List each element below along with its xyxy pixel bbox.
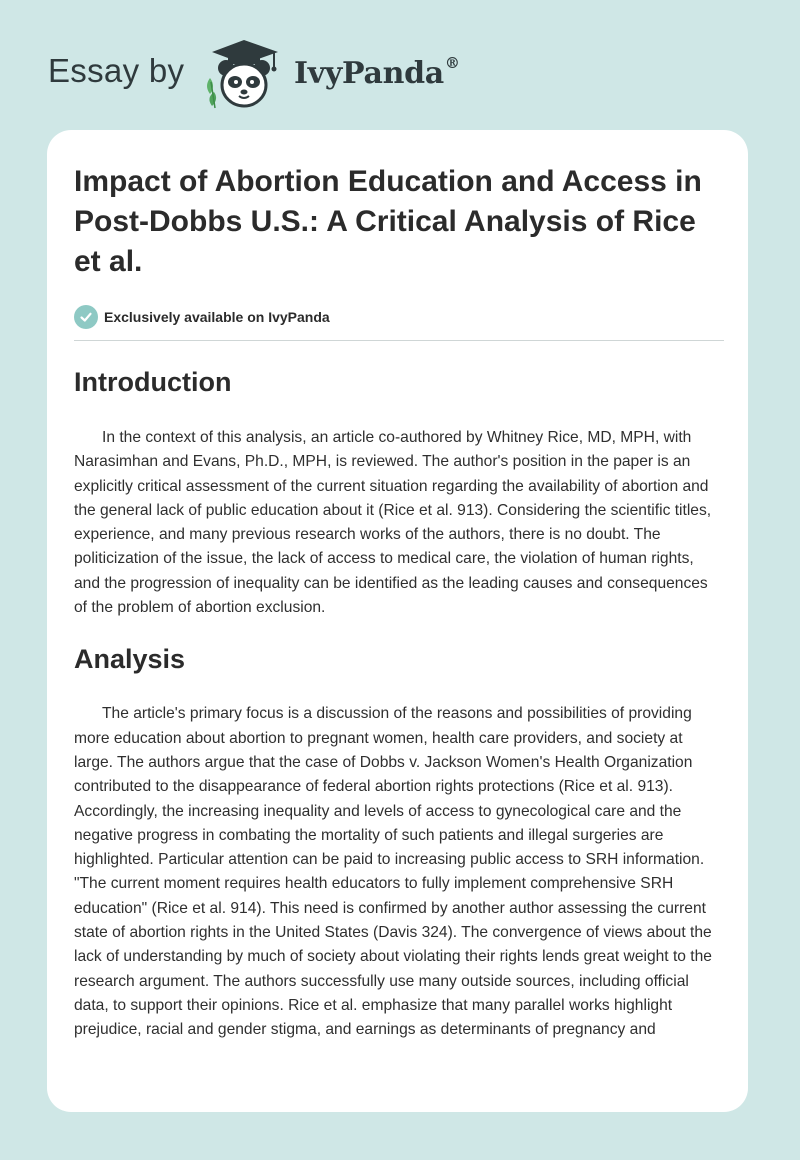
section-heading-analysis: Analysis [74,644,186,675]
essay-by-label: Essay by [48,52,185,89]
article-title: Impact of Abortion Education and Access in Post-Dobbs U.S.: A Critical Analysis of Rice et al. [74,165,702,278]
article-content [74,162,724,1043]
section-heading-introduction: Introduction [74,367,232,397]
registered-mark: ® [444,54,460,72]
article-card [47,130,748,1112]
analysis-paragraph: The article's primary focus is a discussion of the reasons and possibilities of providing more education about abortion to pregnant women, health care providers, and society at large. The authors argue that the case of Dobbs v. Jackson Women's Health Organization contributed to the disappearance of federal abortion rights protections (Rice et al. 913). Accordingly, the increasing inequality and levels of access to gynecological care and the negative progress in combating the mortality of such patients and illegal surgeries are highlighted. Particular attention can be paid to increasing public access to SRH information. "The current moment requires health educators to fully implement comprehensive SRH education" (Rice et al. 914). This need is confirmed by another author assessing the current state of abortion rights in the United States (Davis 324). The convergence of views about the lack of understanding by much of society about violating their rights lends great weight to the research argument. The authors successfully use many outside sources, including official data, to support their opinions. Rice et al. emphasize that many parallel works highlight prejudice, racial and gender stigma, and earnings as determinants of pregnancy and [74,705,712,1039]
brand-text: IvyPanda [294,56,444,91]
panda-logo-icon[interactable] [200,38,290,110]
check-icon [74,305,98,329]
exclusive-label: Exclusively available on IvyPanda [104,309,330,325]
site-header [0,0,800,120]
brand-name[interactable] [294,56,460,91]
exclusive-badge [74,304,724,330]
divider [74,340,724,341]
introduction-paragraph: In the context of this analysis, an article co-authored by Whitney Rice, MD, MPH, with Narasimhan and Evans, Ph.D., MPH, is reviewed. The author's position in the paper is an explicitly critical assessment of the current situation regarding the availability of abortion and the general lack of public education about it (Rice et al. 913). Considering the scientific titles, experience, and many previous research works of the authors, there is no doubt. The politicization of the issue, the lack of access to medical care, the violation of human rights, and the progression of inequality can be identified as the leading causes and consequences of the problem of abortion exclusion. [74,429,712,617]
